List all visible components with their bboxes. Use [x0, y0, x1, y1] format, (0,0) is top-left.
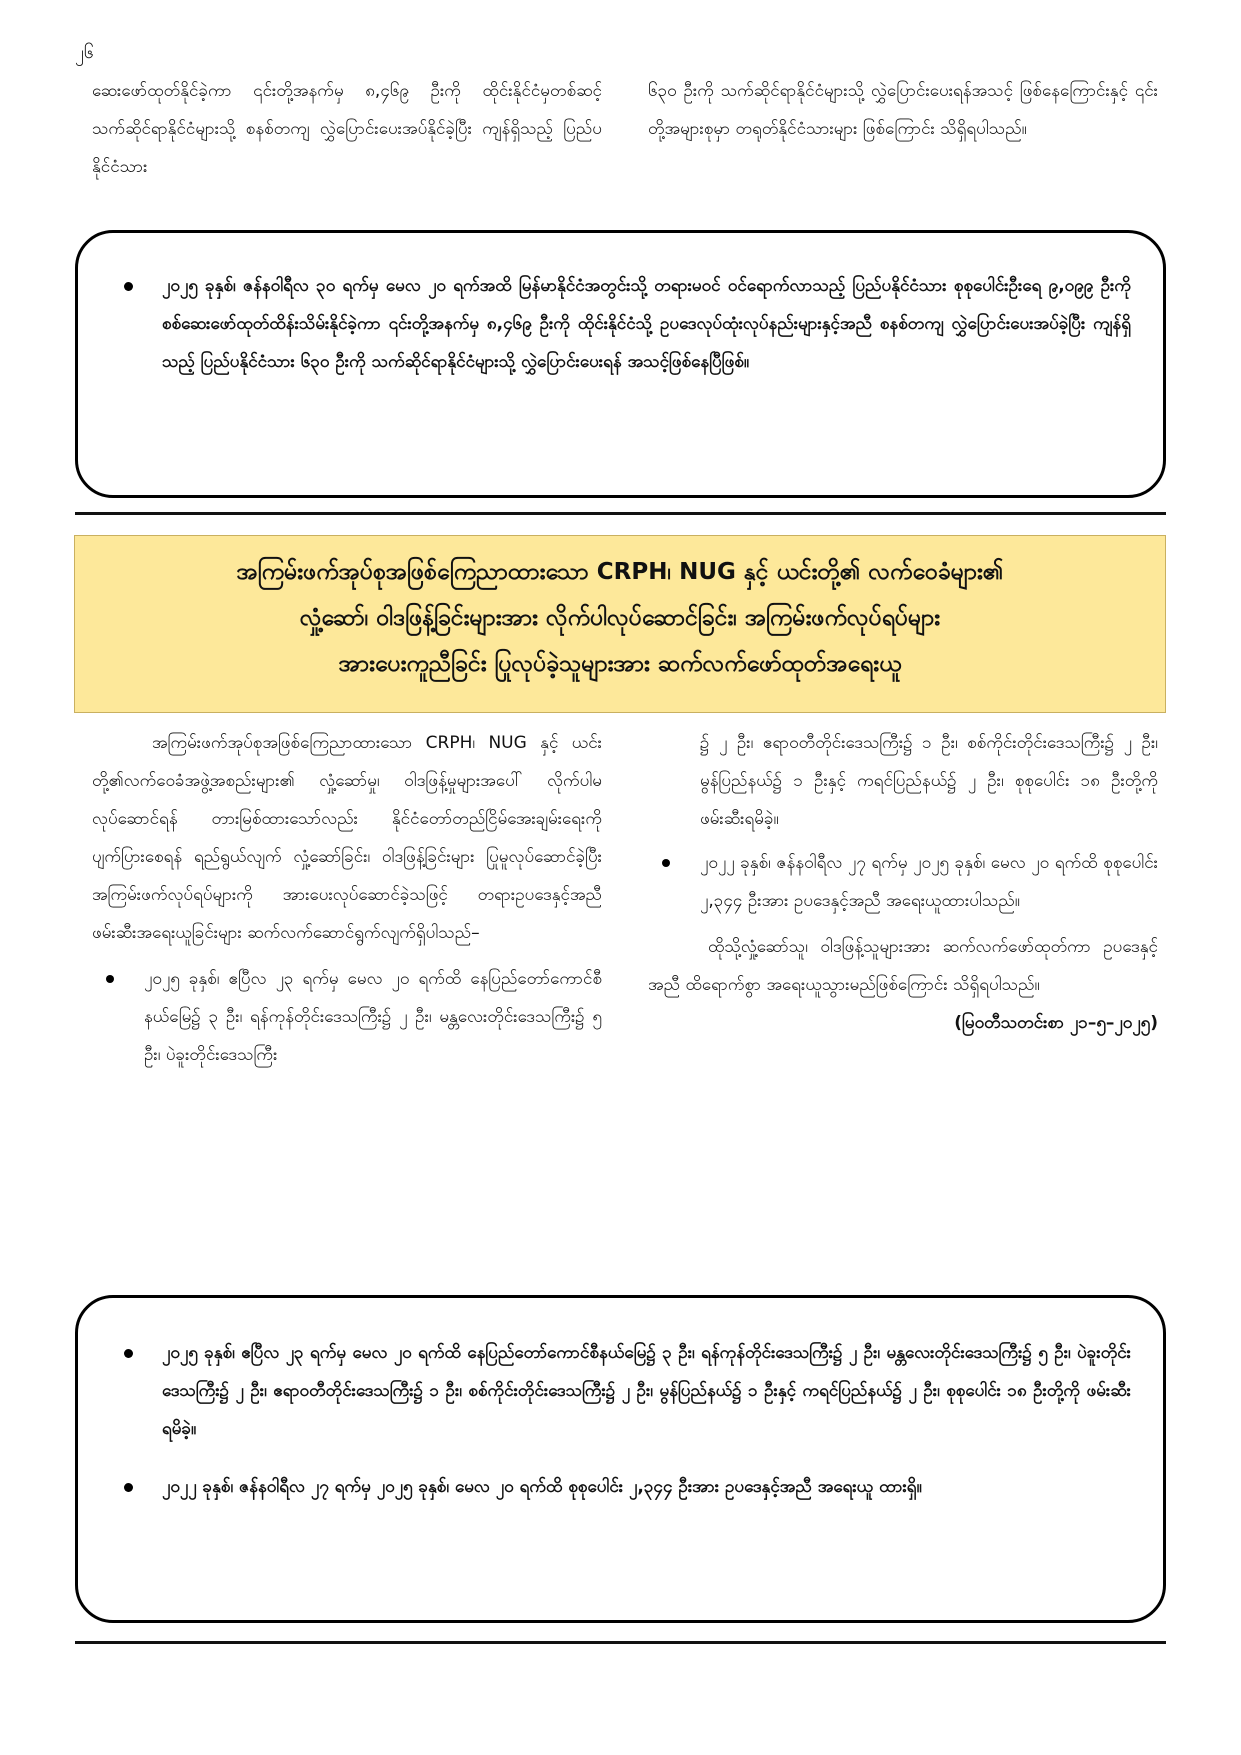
article-right-bullet-text: ၂၀၂၂ ခုနှစ်၊ ဇန်နဝါရီလ ၂၇ ရက်မှ ၂၀၂၅ ခုနှစ်၊ မေလ ၂၀ ရက်ထိ စုစုပေါင်း ၂,၃၄၄ ဦးအား ဥပဒေနှင့်အညီ အရေးယူထားပါသည်။	[700, 853, 1158, 911]
headline-banner	[74, 535, 1166, 713]
headline-line-1: အကြမ်းဖက်အုပ်စုအဖြစ်ကြေညာထားသော CRPH၊ NUG နှင့် ယင်းတို့၏ လက်ဝေခံများ၏	[236, 559, 1004, 585]
summary-box-2-item-2	[110, 1468, 1131, 1506]
article-right-bullet	[648, 844, 1158, 920]
page-number: ၂၆	[75, 42, 94, 63]
summary-box-2	[75, 1295, 1166, 1623]
summary-box-2-text-2: ၂၀၂၂ ခုနှစ်၊ ဇန်နဝါရီလ ၂၇ ရက်မှ ၂၀၂၅ ခုနှစ်၊ မေလ ၂၀ ရက်ထိ စုစုပေါင်း ၂,၃၄၄ ဦးအား ဥပဒေနှင့်အညီ အရေးယူ ထားရှိ။	[162, 1477, 922, 1497]
bullet-icon	[662, 859, 670, 867]
divider-top	[75, 512, 1166, 515]
bullet-icon	[124, 282, 133, 291]
article-intro: အကြမ်းဖက်အုပ်စုအဖြစ်ကြေညာထားသော CRPH၊ NUG နှင့် ယင်းတို့၏လက်ဝေခံအဖွဲ့အစည်းများ၏ လှုံ့ဆော်မှု၊ ဝါဒဖြန့်မှုများအပေါ် လိုက်ပါမလုပ်ဆောင်ရန် တားမြစ်ထားသော်လည်း နိုင်ငံတော်တည်ငြိမ်အေးချမ်းရေးကို ပျက်ပြားစေရန် ရည်ရွယ်လျက် လှုံ့ဆော်ခြင်း၊ ဝါဒဖြန့်ခြင်းများ ပြုမူလုပ်ဆောင်ခဲ့ပြီး အကြမ်းဖက်လုပ်ရပ်များကို အားပေးလုပ်ဆောင်ခဲ့သဖြင့် တရားဥပဒေနှင့်အညီ ဖမ်းဆီးအရေးယူခြင်းများ ဆက်လက်ဆောင်ရွက်လျက်ရှိပါသည်–	[92, 733, 602, 943]
top-right-column	[648, 72, 1158, 148]
article-left-bullet-text: ၂၀၂၅ ခုနှစ်၊ ဧပြီလ ၂၃ ရက်မှ မေလ ၂၀ ရက်ထိ နေပြည်တော်ကောင်စီနယ်မြေ၌ ၃ ဦး၊ ရန်ကုန်တိုင်းဒေသကြီး၌ ၂ ဦး၊ မန္တလေးတိုင်းဒေသကြီး၌ ၅ ဦး၊ ပဲခူးတိုင်းဒေသကြီး	[144, 969, 602, 1065]
summary-box-1-text: ၂၀၂၅ ခုနှစ်၊ ဇန်နဝါရီလ ၃၀ ရက်မှ မေလ ၂၀ ရက်အထိ မြန်မာနိုင်ငံအတွင်းသို့ တရားမဝင် ဝင်ရောက်လာသည့် ပြည်ပနိုင်ငံသား စုစုပေါင်းဦးရေ ၉,၀၉၉ ဦးကို စစ်ဆေးဖော်ထုတ်ထိန်းသိမ်းနိုင်ခဲ့ကာ ၎င်းတို့အနက်မှ ၈,၄၆၉ ဦးကို ထိုင်းနိုင်ငံသို့ ဥပဒေလုပ်ထုံးလုပ်နည်းများနှင့်အညီ စနစ်တကျ လွှဲပြောင်းပေးအပ်ခဲ့ပြီး ကျန်ရှိသည့် ပြည်ပနိုင်ငံသား ၆၃၀ ဦးကို သက်ဆိုင်ရာနိုင်ငံများသို့ လွှဲပြောင်းပေးရန် အသင့်ဖြစ်နေပြီဖြစ်။	[162, 276, 1131, 372]
divider-bottom	[75, 1641, 1166, 1644]
article-left-column	[92, 724, 602, 1074]
article-right-column	[648, 724, 1158, 1042]
article-closing: ထိုသို့လှုံ့ဆော်သူ၊ ဝါဒဖြန့်သူများအား ဆက်လက်ဖော်ထုတ်ကာ ဥပဒေနှင့်အညီ ထိရောက်စွာ အရေးယူသွားမည်ဖြစ်ကြောင်း သိရှိရပါသည်။	[648, 937, 1158, 995]
article-left-bullet	[92, 960, 602, 1074]
headline-line-3: အားပေးကူညီခြင်း ပြုလုပ်ခဲ့သူများအား ဆက်လက်ဖော်ထုတ်အရေးယူ	[338, 651, 902, 677]
headline-line-2: လှုံ့ဆော်၊ ဝါဒဖြန့်ခြင်းများအား လိုက်ပါလုပ်ဆောင်ခြင်း၊ အကြမ်းဖက်လုပ်ရပ်များ	[299, 605, 941, 631]
top-left-column	[92, 72, 602, 186]
top-left-text: ဆေးဖော်ထုတ်နိုင်ခဲ့ကာ ၎င်းတို့အနက်မှ ၈,၄၆၉ ဦးကို ထိုင်းနိုင်ငံမှတစ်ဆင့် သက်ဆိုင်ရာနိုင်ငံများသို့ စနစ်တကျ လွှဲပြောင်းပေးအပ်နိုင်ခဲ့ပြီး ကျန်ရှိသည့် ပြည်ပနိုင်ငံသား	[92, 81, 602, 177]
bullet-icon	[124, 1483, 133, 1492]
summary-box-2-text-1: ၂၀၂၅ ခုနှစ်၊ ဧပြီလ ၂၃ ရက်မှ မေလ ၂၀ ရက်ထိ နေပြည်တော်ကောင်စီနယ်မြေ၌ ၃ ဦး၊ ရန်ကုန်တိုင်းဒေသကြီး၌ ၂ ဦး၊ မန္တလေးတိုင်းဒေသကြီး၌ ၅ ဦး၊ ပဲခူးတိုင်းဒေသကြီး၌ ၂ ဦး၊ ဧရာဝတီတိုင်းဒေသကြီး၌ ၁ ဦး၊ စစ်ကိုင်းတိုင်းဒေသကြီး၌ ၂ ဦး၊ မွန်ပြည်နယ်၌ ၁ ဦးနှင့် ကရင်ပြည်နယ်၌ ၂ ဦး၊ စုစုပေါင်း ၁၈ ဦးတို့ကို ဖမ်းဆီးရမိခဲ့။	[162, 1343, 1131, 1439]
article-source: (မြဝတီသတင်းစာ ၂၁–၅–၂၀၂၅)	[954, 1013, 1158, 1033]
summary-box-1-item	[110, 267, 1131, 381]
article-right-continuation: ၌ ၂ ဦး၊ ဧရာဝတီတိုင်းဒေသကြီး၌ ၁ ဦး၊ စစ်ကိုင်းတိုင်းဒေသကြီး၌ ၂ ဦး၊ မွန်ပြည်နယ်၌ ၁ ဦးနှင့် ကရင်ပြည်နယ်၌ ၂ ဦး၊ စုစုပေါင်း ၁၈ ဦးတို့ကို ဖမ်းဆီးရမိခဲ့။	[700, 733, 1158, 829]
summary-box-1	[75, 230, 1166, 498]
top-right-text: ၆၃၀ ဦးကို သက်ဆိုင်ရာနိုင်ငံများသို့ လွှဲပြောင်းပေးရန်အသင့် ဖြစ်နေကြောင်းနှင့် ၎င်းတို့အများစုမှာ တရုတ်နိုင်ငံသားများ ဖြစ်ကြောင်း သိရှိရပါသည်။	[648, 81, 1158, 139]
bullet-icon	[106, 975, 114, 983]
bullet-icon	[124, 1349, 133, 1358]
summary-box-2-item-1	[110, 1334, 1131, 1448]
